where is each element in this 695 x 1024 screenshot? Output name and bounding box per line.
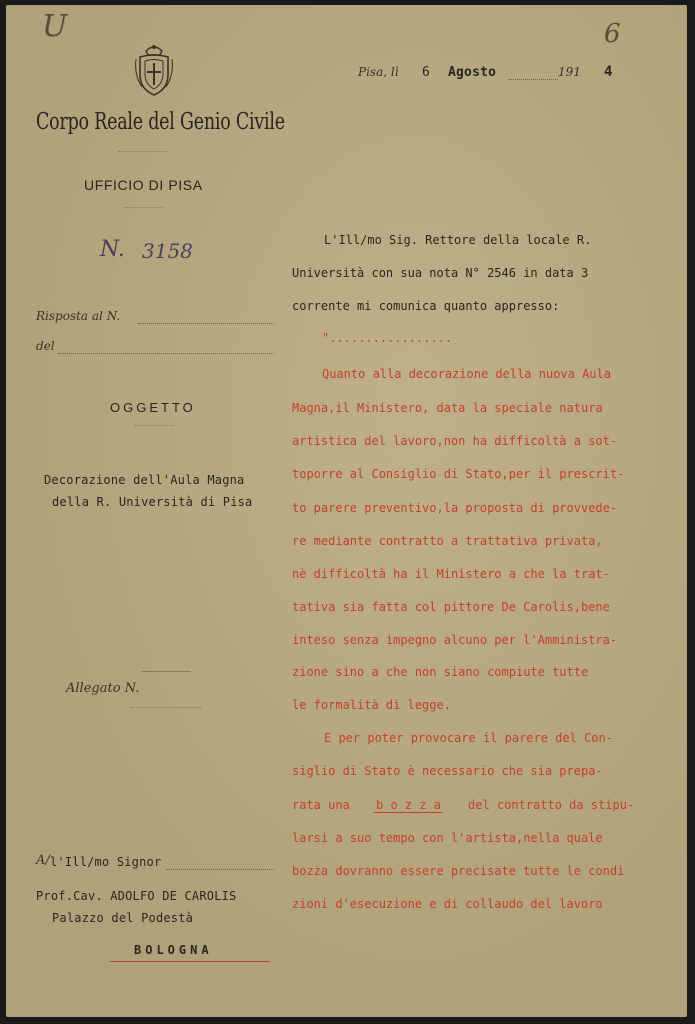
city-underline — [110, 961, 270, 962]
attachment-rule-2 — [131, 707, 201, 708]
subject-line-2: della R. Università di Pisa — [52, 495, 253, 509]
reply-label: Risposta al N. — [36, 309, 121, 323]
subject-line-1: Decorazione dell'Aula Magna — [44, 473, 245, 487]
bozza-underlined: b o z z a — [376, 798, 442, 812]
quoted-line-16: bozza dovranno essere precisate tutte le condi — [292, 864, 625, 878]
quoted-line-3: artistica del lavoro,non ha difficoltà a sot- — [292, 434, 618, 448]
quoted-line-15: larsi a suo tempo con l'artista,nella quale — [292, 831, 603, 845]
office-name: UFFICIO DI PISA — [84, 177, 203, 193]
quoted-line-17: zioni d'esecuzione e di collaudo del lavoro — [292, 897, 603, 911]
date-rule — [508, 79, 558, 80]
intro-line-3: corrente mi comunica quanto appresso: — [292, 299, 560, 313]
quoted-line-12: E per poter provocare il parere del Con- — [324, 731, 613, 745]
quoted-line-13: siglio di Stato è necessario che sia prepa- — [292, 764, 603, 778]
quoted-line-5: to parere preventivo,la proposta di provvede- — [292, 501, 618, 515]
year-prefix: 191 — [558, 65, 581, 79]
recipient-city: BOLOGNA — [134, 943, 213, 957]
document-page — [6, 5, 687, 1017]
quoted-line-14a: rata una — [292, 798, 350, 812]
quoted-line-10: zione sino a che non siano compiute tutte — [292, 665, 589, 679]
title-divider — [118, 151, 168, 152]
quoted-line-1: Quanto alla decorazione della nuova Aula — [322, 367, 611, 381]
attachment-rule — [141, 671, 191, 672]
date-month: Agosto — [448, 65, 497, 80]
del-label: del — [36, 339, 55, 353]
recipient-prefix: A/ — [36, 853, 50, 868]
quoted-line-6: re mediante contratto a trattativa privata, — [292, 534, 603, 548]
protocol-label: N. — [100, 237, 125, 262]
quoted-line-7: nè difficoltà ha il Ministero a che la trat- — [292, 567, 610, 581]
protocol-number: 3158 — [142, 239, 193, 263]
quote-open: "................. — [322, 331, 453, 345]
royal-crest-icon — [132, 41, 176, 97]
del-rule — [58, 353, 274, 354]
office-divider — [124, 207, 164, 208]
attachment-label: Allegato N. — [66, 681, 140, 696]
intro-line-1: L'Ill/mo Sig. Rettore della locale R. — [324, 233, 592, 247]
subject-divider — [134, 425, 174, 426]
quoted-line-8: tativa sia fatta col pittore De Carolis,bene — [292, 600, 610, 614]
quoted-line-14b: del contratto da stipu- — [468, 798, 635, 812]
recipient-name: Prof.Cav. ADOLFO DE CAROLIS — [36, 889, 237, 903]
recipient-rule — [166, 869, 274, 870]
quoted-line-4: toporre al Consiglio di Stato,per il prescrit- — [292, 467, 625, 481]
year-digit: 4 — [604, 64, 613, 80]
recipient-line: l'Ill/mo Signor — [50, 855, 162, 869]
intro-line-2: Università con sua nota N° 2546 in data 3 — [292, 266, 589, 280]
quoted-line-9: inteso senza impegno alcuno per l'Amministra- — [292, 633, 618, 647]
institution-title: Corpo Reale del Genio Civile — [36, 109, 285, 135]
quoted-line-2: Magna,il Ministero, data la speciale natura — [292, 401, 603, 415]
subject-heading: OGGETTO — [110, 400, 196, 415]
recipient-address: Palazzo del Podestà — [52, 911, 194, 925]
corner-pencil-mark: U — [42, 9, 68, 44]
reply-rule — [138, 323, 274, 324]
place-prefix: Pisa, lì — [358, 65, 399, 79]
quoted-line-11: le formalità di legge. — [292, 698, 451, 712]
date-day: 6 — [422, 65, 431, 80]
page-number: 6 — [604, 19, 621, 49]
